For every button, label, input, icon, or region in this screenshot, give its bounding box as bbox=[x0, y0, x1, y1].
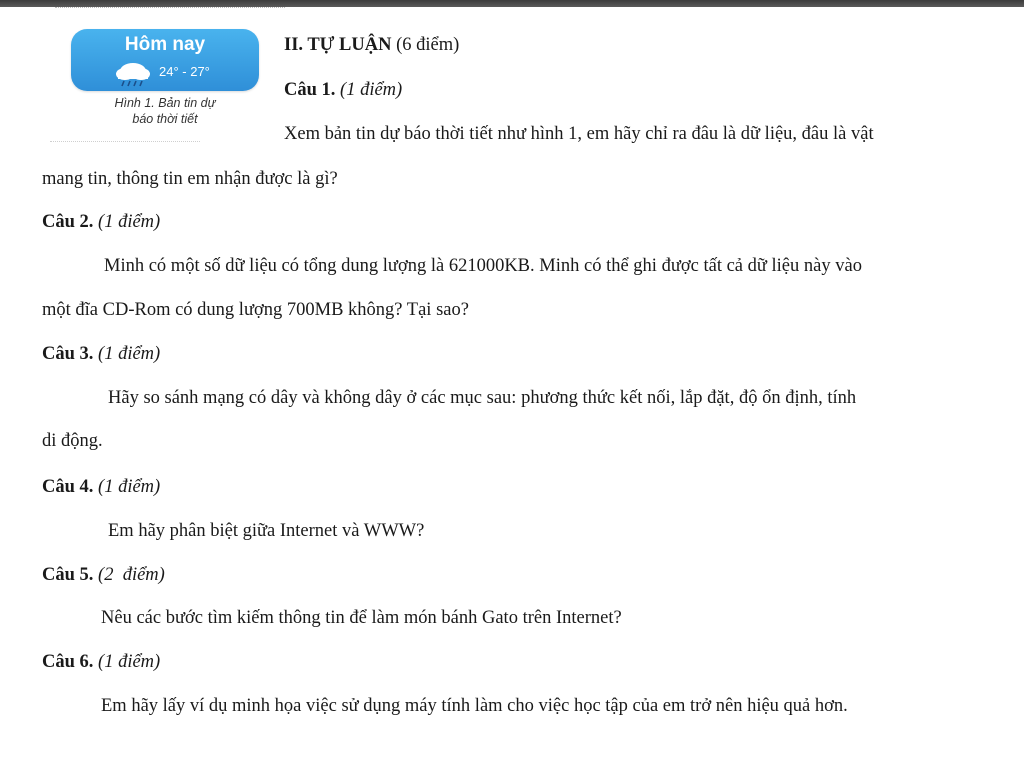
figure-caption bbox=[60, 95, 270, 127]
question-4-points: (1 điểm) bbox=[98, 477, 161, 497]
section-header bbox=[284, 33, 459, 57]
section-points: (6 điểm) bbox=[396, 35, 460, 55]
question-3-points: (1 điểm) bbox=[98, 344, 161, 364]
question-2-text-line-1: Minh có một số dữ liệu có tổng dung lượng là 621000KB. Minh có thể ghi được tất cả dữ liệu này vào bbox=[104, 256, 862, 276]
faint-top-rule bbox=[55, 7, 285, 12]
question-2-heading bbox=[42, 210, 160, 234]
weather-card bbox=[71, 29, 259, 91]
question-3-label: Câu 3. bbox=[42, 344, 94, 364]
weather-temperature: 24° - 27° bbox=[159, 64, 210, 79]
top-border bbox=[0, 0, 1024, 7]
rain-cloud-icon bbox=[113, 59, 153, 87]
question-4-label: Câu 4. bbox=[42, 477, 94, 497]
faint-rule bbox=[50, 141, 200, 142]
question-6-label: Câu 6. bbox=[42, 652, 94, 672]
question-6-points: (1 điểm) bbox=[98, 652, 161, 672]
section-title: II. TỰ LUẬN bbox=[284, 35, 392, 55]
question-2-label: Câu 2. bbox=[42, 212, 94, 232]
question-6-heading bbox=[42, 650, 160, 674]
question-4-heading bbox=[42, 475, 160, 499]
question-1-points: (1 điểm) bbox=[340, 80, 403, 100]
question-1-heading bbox=[284, 78, 402, 102]
question-2-text-line-2: một đĩa CD-Rom có dung lượng 700MB không? Tại sao? bbox=[42, 300, 469, 320]
question-5-points: (2 điểm) bbox=[98, 565, 165, 585]
question-3-text-line-2: di động. bbox=[42, 431, 103, 451]
question-1-label: Câu 1. bbox=[284, 80, 336, 100]
question-2-points: (1 điểm) bbox=[98, 212, 161, 232]
question-1-text-line-2: mang tin, thông tin em nhận được là gì? bbox=[42, 169, 338, 189]
question-5-label: Câu 5. bbox=[42, 565, 94, 585]
question-3-text-line-1: Hãy so sánh mạng có dây và không dây ở các mục sau: phương thức kết nối, lắp đặt, độ ổn định, tính bbox=[108, 388, 857, 408]
question-3-heading bbox=[42, 342, 160, 366]
weather-title: Hôm nay bbox=[124, 34, 206, 55]
question-1-text-line-1: Xem bản tin dự báo thời tiết như hình 1, em hãy chỉ ra đâu là dữ liệu, đâu là vật bbox=[284, 124, 874, 144]
question-6-text: Em hãy lấy ví dụ minh họa việc sử dụng máy tính làm cho việc học tập của em trở nên hiệu quả hơn. bbox=[101, 696, 848, 716]
question-4-text: Em hãy phân biệt giữa Internet và WWW? bbox=[108, 521, 425, 541]
figure-caption-line-1: Hình 1. Bản tin dự bbox=[114, 96, 216, 110]
figure-caption-line-2: báo thời tiết bbox=[132, 112, 198, 126]
question-5-text: Nêu các bước tìm kiếm thông tin để làm món bánh Gato trên Internet? bbox=[101, 608, 622, 628]
question-5-heading bbox=[42, 563, 165, 587]
